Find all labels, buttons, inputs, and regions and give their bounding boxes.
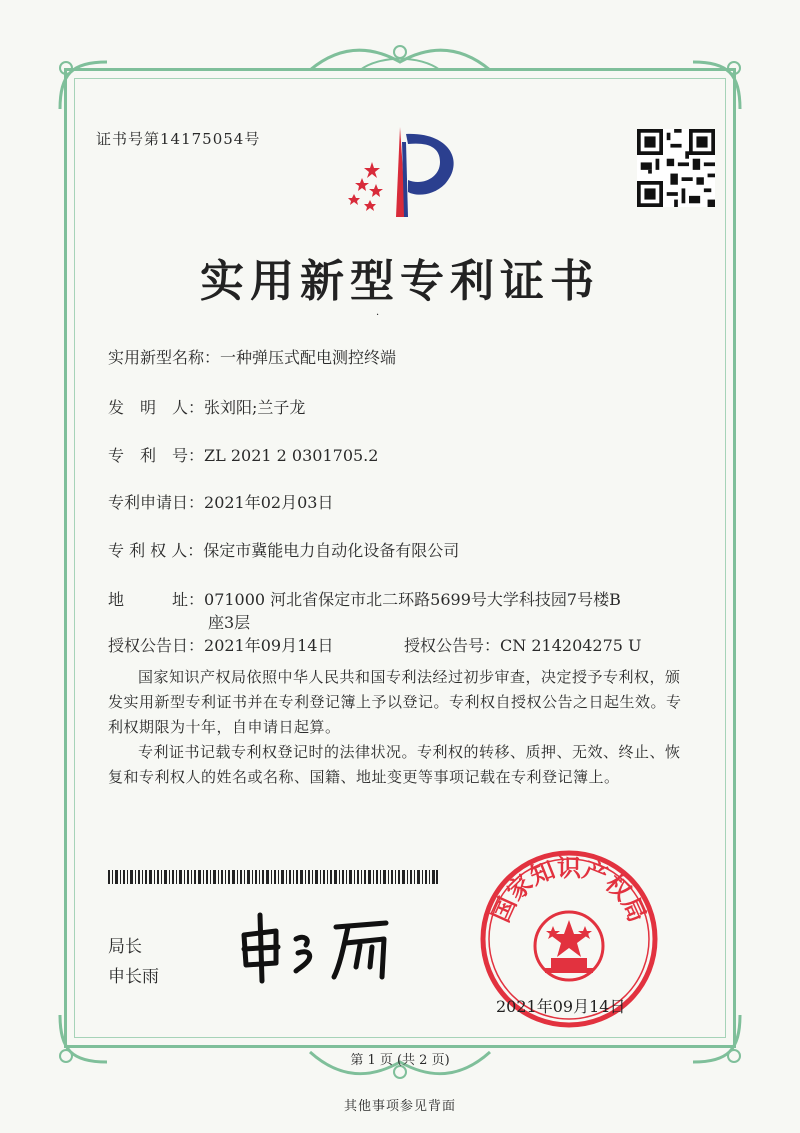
grant-number-label: 授权公告号： [404, 636, 501, 655]
svg-text:国家知识产权局 [486, 853, 653, 926]
inventor-value: 张刘阳;兰子龙 [204, 398, 306, 417]
corner-ornament-tl [52, 54, 112, 114]
director-title: 局长 [108, 937, 142, 957]
certificate-number: 证书号第14175054号 [96, 130, 261, 148]
barcode [108, 870, 438, 884]
patentee-row [108, 538, 459, 561]
grant-date-value: 2021年09月14日 [204, 636, 334, 655]
filing-date-row [108, 490, 333, 513]
director-signature [236, 905, 406, 985]
grant-date-row [108, 633, 333, 656]
certificate-title: 实用新型专利证书 [200, 256, 600, 307]
patentee-label: 专 利 权 人： [108, 541, 204, 560]
inventor-label: 发 明 人： [108, 398, 205, 417]
qr-code [637, 129, 715, 207]
address-label: 地 址： [108, 590, 205, 609]
separator-dot: · [376, 310, 380, 321]
footer-note: 其他事项参见背面 [343, 1099, 456, 1114]
page-number: 第 1 页 (共 2 页) [350, 1053, 450, 1068]
utility-model-name-label: 实用新型名称： [108, 348, 221, 367]
address-line2-row [208, 610, 250, 633]
seal-text: 国家知识产权局 [485, 853, 653, 927]
corner-ornament-tr [688, 54, 748, 114]
seal-date: 2021年09月14日 [496, 997, 626, 1016]
patentee-value: 保定市冀能电力自动化设备有限公司 [203, 541, 460, 560]
patent-number-value: ZL 2021 2 0301705.2 [204, 446, 379, 465]
address-value-line1: 071000 河北省保定市北二环路5699号大学科技园7号楼B [204, 590, 621, 609]
top-ornament [300, 40, 500, 80]
filing-date-label: 专利申请日： [108, 493, 205, 512]
legal-status-paragraph: 专利证书记载专利权登记时的法律状况。专利权的转移、质押、无效、终止、恢复和专利权人的姓名或名称、国籍、地址变更等事项记载在专利登记簿上。 [108, 743, 681, 786]
director-name: 申长雨 [108, 967, 159, 987]
utility-model-name-value: 一种弹压式配电测控终端 [220, 348, 397, 367]
grant-statement-paragraph: 国家知识产权局依照中华人民共和国专利法经过初步审查，决定授予专利权，颁发实用新型专利证书并在专利登记簿上予以登记。专利权自授权公告之日起生效。专利权期限为十年，自申请日起算。 [108, 668, 682, 736]
utility-model-name-row [108, 345, 396, 368]
patent-number-row [108, 443, 378, 466]
address-value-line2: 座3层 [208, 613, 251, 632]
cnipa-logo [340, 122, 470, 222]
grant-date-label: 授权公告日： [108, 636, 205, 655]
inventor-row [108, 395, 305, 418]
filing-date-value: 2021年02月03日 [204, 493, 334, 512]
patent-number-label: 专 利 号： [108, 446, 205, 465]
grant-number-value: CN 214204275 U [500, 636, 642, 655]
address-row [108, 587, 621, 610]
grant-number-row [404, 633, 642, 656]
